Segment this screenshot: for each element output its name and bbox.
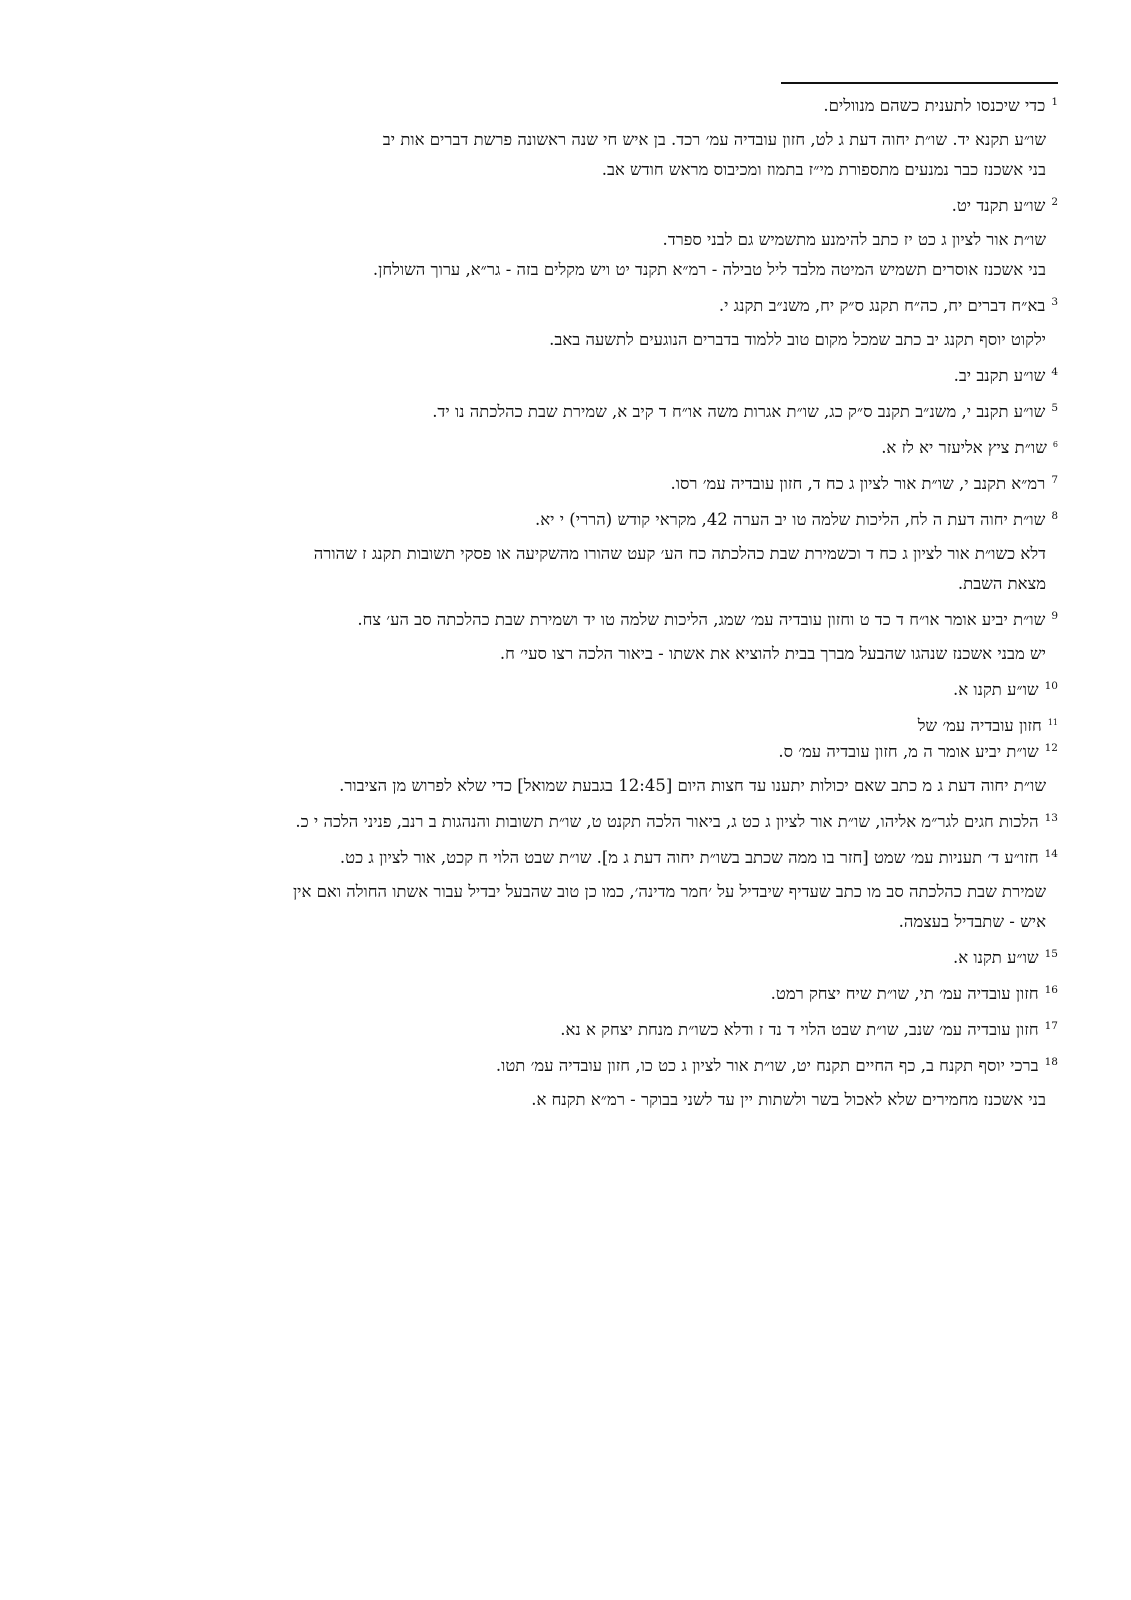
footnote-number: 16 — [1044, 983, 1058, 996]
footnote-continuation-line — [68, 258, 1058, 282]
footnote-number: 12 — [1044, 741, 1058, 754]
footnote-text: בני אשכנז מחמירים שלא לאכול בשר ולשתות יין עד לשני בבוקר - רמ״א תקנח א. — [531, 1090, 1046, 1109]
footnote-first-line — [68, 294, 1058, 318]
footnote-17 — [68, 1018, 1058, 1042]
footnote-text: חזון עובדיה עמ׳ שנב, שו״ת שבט הלוי ד נד ז ודלא כשו״ת מנחת יצחק א נא. — [560, 1020, 1039, 1039]
footnote-text: כדי שיכנסו לתענית כשהם מנוולים. — [823, 96, 1046, 115]
footnote-first-line — [68, 810, 1058, 834]
footnote-text: שו״ת ציץ אליעזר יא לז א. — [881, 438, 1047, 457]
footnote-number: 15 — [1044, 947, 1058, 960]
footnote-first-line — [68, 436, 1058, 460]
footnote-4 — [68, 364, 1058, 388]
footnote-first-line — [68, 94, 1058, 118]
footnote-continuation-line — [68, 1088, 1058, 1112]
footnote-text: רמ״א תקנב י, שו״ת אור לציון ג כח ד, חזון עובדיה עמ׳ רסו. — [670, 474, 1046, 493]
footnote-2 — [68, 194, 1058, 282]
footnote-continuation-line — [68, 642, 1058, 666]
footnote-number: 11 — [1047, 717, 1058, 727]
footnote-text: שו״ת יחוה דעת ה לח, הליכות שלמה טו יב הערה 42, מקראי קודש (הררי) י יא. — [535, 510, 1046, 529]
footnote-number: 5 — [1051, 401, 1058, 414]
footnote-number: 14 — [1044, 847, 1058, 860]
footnote-first-line — [68, 400, 1058, 424]
footnote-first-line — [68, 194, 1058, 218]
footnote-first-line — [68, 740, 1058, 764]
footnote-first-line — [68, 846, 1058, 870]
footnote-12 — [68, 740, 1058, 798]
footnote-7 — [68, 472, 1058, 496]
footnote-number: 1 — [1051, 95, 1058, 108]
footnote-text: ברכי יוסף תקנח ב, כף החיים תקנח יט, שו״ת אור לציון ג כט כו, חזון עובדיה עמ׳ תטו. — [495, 1056, 1039, 1075]
footnote-number: 2 — [1051, 195, 1058, 208]
footnote-text: שו״ע תקנב י, משנ״ב תקנב ס״ק כג, שו״ת אגרות משה או״ח ד קיב א, שמירת שבת כהלכתה נו יד. — [432, 402, 1046, 421]
footnote-13 — [68, 810, 1058, 834]
footnote-continuation-line — [68, 542, 1058, 566]
footnote-continuation-line — [68, 572, 1058, 596]
footnote-text: שו״ע תקנו א. — [952, 948, 1039, 967]
footnote-number: 4 — [1051, 365, 1058, 378]
footnote-text: חזו״ע ד׳ תעניות עמ׳ שמט [חזר בו ממה שכתב בשו״ת יחוה דעת ג מ]. שו״ת שבט הלוי ח קכט, אור לציון ג כט. — [339, 848, 1039, 867]
footnote-text: שו״ת יביע אומר ה מ, חזון עובדיה עמ׳ ס. — [778, 742, 1039, 761]
footnote-continuation-line — [68, 880, 1058, 904]
footnote-separator-rule — [781, 82, 1058, 84]
footnote-number: 3 — [1051, 295, 1058, 308]
footnote-text: איש - שתבדיל בעצמה. — [898, 912, 1046, 931]
footnote-15 — [68, 946, 1058, 970]
footnote-first-line — [68, 678, 1058, 702]
footnote-continuation-line — [68, 228, 1058, 252]
footnote-first-line — [68, 982, 1058, 1006]
footnote-first-line — [68, 608, 1058, 632]
footnote-continuation-line — [68, 910, 1058, 934]
footnote-first-line — [68, 472, 1058, 496]
footnote-10 — [68, 678, 1058, 702]
footnote-continuation-line — [68, 128, 1058, 152]
footnote-first-line — [68, 1018, 1058, 1042]
footnote-text: שו״ע תקנב יב. — [953, 366, 1046, 385]
footnote-text: שו״ע תקנא יד. שו״ת יחוה דעת ג לט, חזון עובדיה עמ׳ רכד. בן איש חי שנה ראשונה פרשת דברים אות יב — [382, 130, 1046, 149]
footnote-text: בני אשכנז אוסרים תשמיש המיטה מלבד ליל טבילה - רמ״א תקנד יט ויש מקלים בזה - גר״א, ערוך השולחן. — [372, 260, 1046, 279]
footnote-continuation-line — [68, 328, 1058, 352]
footnote-number: 8 — [1051, 509, 1058, 522]
footnote-text: שו״ת אור לציון ג כט יז כתב להימנע מתשמיש גם לבני ספרד. — [662, 230, 1046, 249]
footnote-text: בני אשכנז כבר נמנעים מתספורת מי״ז בתמוז ומכיבוס מראש חודש אב. — [601, 160, 1046, 179]
footnote-first-line — [68, 364, 1058, 388]
footnote-text: חזון עובדיה עמ׳ תי, שו״ת שיח יצחק רמט. — [770, 984, 1039, 1003]
footnote-number: 13 — [1044, 811, 1058, 824]
footnote-text: ילקוט יוסף תקנג יב כתב שמכל מקום טוב ללמוד בדברים הנוגעים לתשעה באב. — [549, 330, 1046, 349]
footnote-11 — [68, 714, 1058, 738]
footnote-number: 18 — [1044, 1055, 1058, 1068]
footnote-number: 10 — [1044, 679, 1058, 692]
footnotes-list — [68, 94, 1058, 1124]
footnote-continuation-line — [68, 774, 1058, 798]
footnote-number: 17 — [1044, 1019, 1058, 1032]
footnote-text: שו״ע תקנו א. — [952, 680, 1039, 699]
footnote-text: יש מבני אשכנז שנהגו שהבעל מברך בבית להוציא את אשתו - ביאור הלכה רצו סעי׳ ח. — [499, 644, 1046, 663]
footnote-14 — [68, 846, 1058, 934]
footnote-text: דלא כשו״ת אור לציון ג כח ד וכשמירת שבת כהלכתה כח הע׳ קעט שהורו מהשקיעה או פסקי תשובות תקנג ז שהורה — [313, 544, 1046, 563]
footnote-first-line — [68, 1054, 1058, 1078]
footnote-8 — [68, 508, 1058, 596]
footnote-text: מצאת השבת. — [957, 574, 1046, 593]
footnote-first-line — [68, 946, 1058, 970]
footnote-text: שו״ת יביע אומר או״ח ד כד ט וחזון עובדיה עמ׳ שמג, הליכות שלמה טו יד ושמירת שבת כהלכתה סב הע׳ צח. — [357, 610, 1046, 629]
footnote-16 — [68, 982, 1058, 1006]
footnote-number: 6 — [1052, 439, 1058, 449]
footnote-6 — [68, 436, 1058, 460]
footnote-number: 9 — [1051, 609, 1058, 622]
footnote-1 — [68, 94, 1058, 182]
footnote-text: שמירת שבת כהלכתה סב מו כתב שעדיף שיבדיל על ׳חמר מדינה׳, כמו כן טוב שהבעל יבדיל עבור אשתו החולה ואם אין — [292, 882, 1046, 901]
footnote-text: בא״ח דברים יח, כה״ח תקנג ס״ק יח, משנ״ב תקנג י. — [718, 296, 1046, 315]
footnote-text: שו״ע תקנד יט. — [951, 196, 1046, 215]
footnote-number: 7 — [1051, 473, 1058, 486]
footnote-3 — [68, 294, 1058, 352]
footnote-first-line — [68, 714, 1058, 738]
footnote-text: חזון עובדיה עמ׳ של — [917, 716, 1042, 735]
footnote-text: שו״ת יחוה דעת ג מ כתב שאם יכולות יתענו עד חצות היום [12:45 בגבעת שמואל] כדי שלא לפרוש מן הציבור. — [339, 776, 1046, 795]
footnote-18 — [68, 1054, 1058, 1112]
footnote-text: הלכות חגים לגר״מ אליהו, שו״ת אור לציון ג כט ג, ביאור הלכה תקנט ט, שו״ת תשובות והנהגות ב רנב, פניני הלכה י כ. — [295, 812, 1039, 831]
footnote-5 — [68, 400, 1058, 424]
footnote-first-line — [68, 508, 1058, 532]
footnote-9 — [68, 608, 1058, 666]
footnote-continuation-line — [68, 158, 1058, 182]
